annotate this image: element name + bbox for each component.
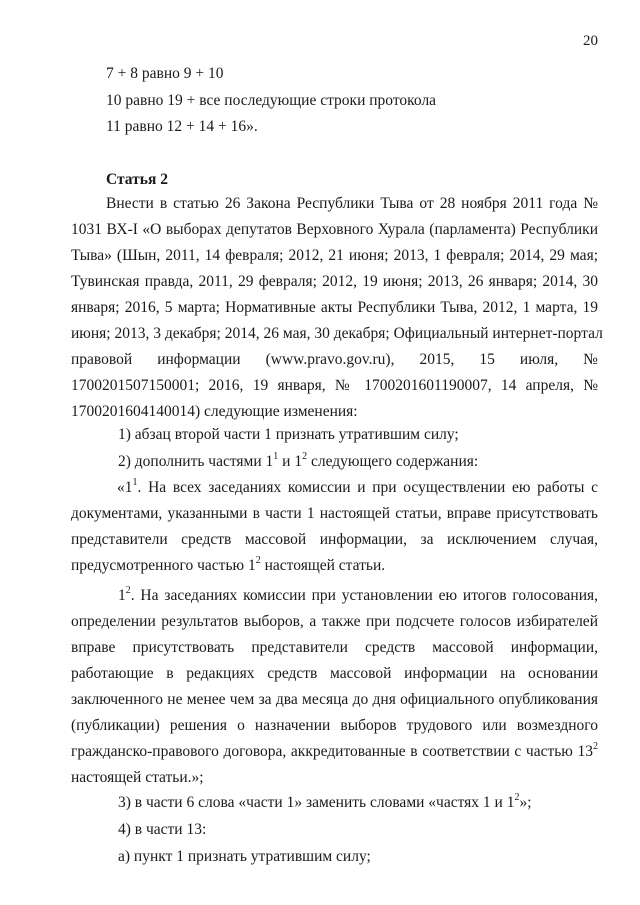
quote2-text: . На заседаниях комиссии при установлении ею итогов голосования, bbox=[130, 587, 598, 604]
quote2-sup: 2 bbox=[593, 740, 598, 752]
item-2-text: 2) дополнить частями 1 bbox=[118, 453, 274, 470]
main-line-2: 1031 ВХ-I «О выборах депутатов Верховного Хурала (парламента) Республики bbox=[71, 221, 598, 238]
main-line-7-word: (www.pravo.gov.ru), bbox=[265, 351, 395, 368]
item-4a: а) пункт 1 признать утратившим силу; bbox=[118, 848, 371, 865]
item-2-sup: 2 bbox=[302, 450, 308, 462]
quote1-line-1 bbox=[71, 475, 598, 501]
main-line-5: января; 2016, 5 марта; Нормативные акты Республики Тыва, 2012, 1 марта, 19 bbox=[71, 299, 598, 316]
main-line-7-word: информации bbox=[157, 351, 241, 368]
quote2-text: 1 bbox=[118, 587, 126, 604]
intro-line-1: 7 + 8 равно 9 + 10 bbox=[106, 65, 224, 82]
quote2-line-7 bbox=[71, 739, 598, 765]
quote2-sup: 2 bbox=[125, 584, 131, 596]
item-2-text: и 1 bbox=[278, 453, 303, 470]
quote2-line-3: вправе присутствовать представители средств массовой информации, bbox=[71, 639, 598, 656]
main-line-9: 1700201604140014) следующие изменения: bbox=[71, 403, 358, 420]
quote1-sup: 1 bbox=[132, 476, 138, 488]
quote1-line-2: документами, указанными в части 1 настоящей статьи, вправе присутствовать bbox=[71, 505, 598, 522]
main-line-7-word: 15 bbox=[479, 351, 495, 368]
quote2-line-6: (публикации) решения о назначении выборов трудового или возмездного bbox=[71, 717, 598, 734]
item-1: 1) абзац второй части 1 признать утратившим силу; bbox=[118, 426, 459, 443]
intro-line-3: 11 равно 12 + 14 + 16». bbox=[106, 118, 258, 135]
quote2-line-8: настоящей статьи.»; bbox=[71, 769, 204, 786]
main-line-7-word: правовой bbox=[71, 351, 133, 368]
item-4: 4) в части 13: bbox=[118, 821, 207, 838]
page-number: 20 bbox=[583, 33, 598, 49]
item-2-sup: 1 bbox=[273, 450, 279, 462]
item-2 bbox=[118, 452, 478, 472]
main-paragraph bbox=[71, 191, 603, 425]
quote1-line-3: представители средств массовой информации, за исключением случая, bbox=[71, 531, 598, 548]
quote2-text: гражданско-правового договора, аккредитованные в соответствии с частью 13 bbox=[71, 743, 593, 760]
item-3 bbox=[118, 793, 532, 813]
quote1-sup: 2 bbox=[255, 554, 261, 566]
main-line-6: июня; 2013, 3 декабря; 2014, 26 мая, 30 декабря; Официальный интернет-портал bbox=[71, 325, 603, 342]
quote1-text: . На всех заседаниях комиссии и при осуществлении ею работы с bbox=[137, 479, 598, 496]
main-line-4: Тувинская правда, 2011, 29 февраля; 2012, 19 июня; 2013, 26 января; 2014, 30 bbox=[71, 273, 598, 290]
main-line-1: Внести в статью 26 Закона Республики Тыва от 28 ноября 2011 года № bbox=[106, 195, 598, 212]
quote2-line-4: работающие в редакциях средств массовой информации на основании bbox=[71, 665, 598, 682]
quote1-text: предусмотренного частью 1 bbox=[71, 557, 256, 574]
main-line-7-word: 2015, bbox=[419, 351, 455, 368]
article-heading: Статья 2 bbox=[106, 171, 168, 188]
main-line-8: 1700201507150001; 2016, 19 января, № 1700201601190007, 14 апреля, № bbox=[71, 377, 598, 394]
item-2-text: следующего содержания: bbox=[307, 453, 479, 470]
quote2-line-1 bbox=[71, 583, 598, 609]
main-line-7-word: июля, bbox=[519, 351, 559, 368]
main-line-3: Тыва» (Шын, 2011, 14 февраля; 2012, 21 июня; 2013, 1 февраля; 2014, 29 мая; bbox=[71, 247, 598, 264]
quote1-text: «1 bbox=[117, 479, 133, 496]
item-3-text: 3) в части 6 слова «части 1» заменить словами «частях 1 и 1 bbox=[118, 794, 515, 811]
main-line-7-word: № bbox=[583, 351, 598, 368]
quote1-text: настоящей статьи. bbox=[260, 557, 386, 574]
quote-paragraph-2 bbox=[71, 583, 598, 791]
main-line-7 bbox=[71, 347, 598, 373]
quote2-line-5: заключенного не менее чем за два месяца до дня официального опубликования bbox=[71, 691, 598, 708]
quote-paragraph-1 bbox=[71, 475, 598, 579]
quote1-line-4 bbox=[71, 553, 598, 579]
item-3-sup: 2 bbox=[514, 791, 520, 803]
item-3-text: »; bbox=[519, 794, 532, 811]
intro-line-2: 10 равно 19 + все последующие строки протокола bbox=[106, 92, 437, 109]
quote2-line-2: определении результатов выборов, а также при подсчете голосов избирателей bbox=[71, 613, 598, 630]
